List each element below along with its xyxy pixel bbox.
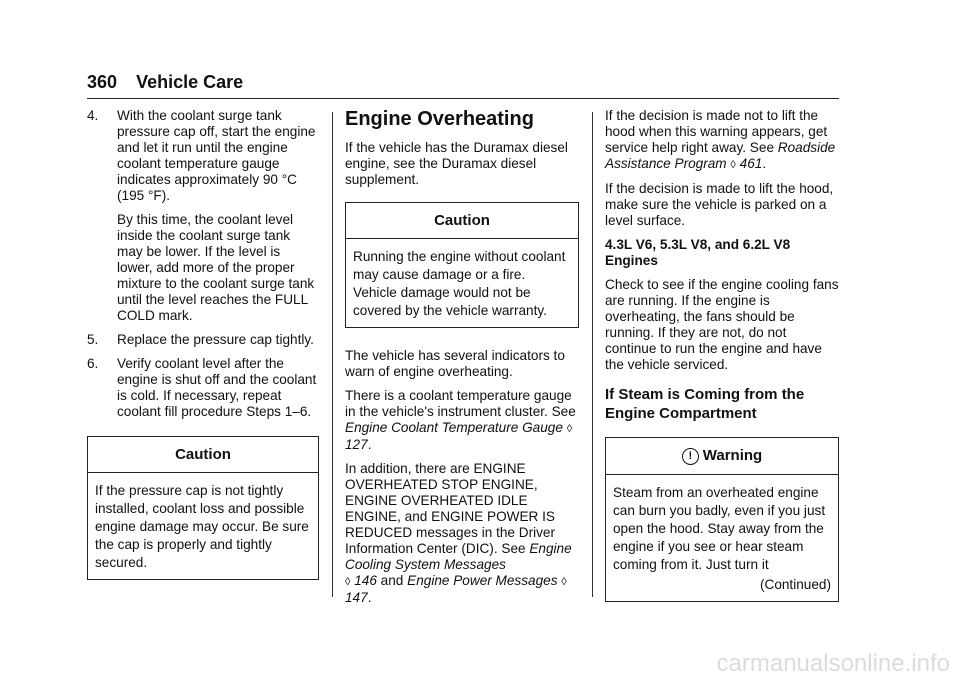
column-divider-2 [592,112,593,597]
caution-box [345,202,579,328]
step-number: 5. [87,332,99,347]
page-reference[interactable]: 127 [345,437,368,452]
section-heading: Engine Overheating [345,108,534,130]
paragraph: The vehicle has several indicators to warn of engine overheating. [345,348,565,379]
step-number: 4. [87,108,99,123]
warning-body [606,475,838,601]
warning-box [605,437,839,602]
paragraph-text: In addition, there are ENGINE OVERHEATED STOP ENGINE, ENGINE OVERHEATED IDLE ENGINE, and ENGINE POWER IS REDUCED messages in the Driver Information Center (DIC). See [345,461,556,556]
header-rule [87,98,839,99]
reference-icon: ◊ [561,576,567,588]
column-2 [345,108,579,614]
intro-paragraph: If the vehicle has the Duramax diesel engine, see the Duramax diesel supplement. [345,140,568,187]
warning-text: Steam from an overheated engine can burn you badly, even if you just open the hood. Stay away from the engine if you see or hear steam coming from it. Just turn it [613,485,826,572]
page-reference[interactable]: 461 [739,156,763,171]
step-6 [87,356,319,420]
step-4 [87,108,319,324]
subheading: If Steam is Coming from the Engine Compartment [605,386,805,422]
step-number: 6. [87,356,99,371]
page-reference[interactable]: 147 [345,590,368,605]
engines-heading: 4.3L V6, 5.3L V8, and 6.2L V8 Engines [605,237,791,268]
step-text: With the coolant surge tank pressure cap off, start the engine and let it run until the engine coolant temperature gauge indicates approximately 90 °C (195 °F). [117,108,316,203]
reference-icon: ◊ [345,576,351,588]
page-header [87,72,243,93]
cross-reference-link[interactable]: Roadside Assistance Program [605,140,836,171]
paragraph: Check to see if the engine cooling fans are running. If the engine is overheating, the fans should be running. If they are not, do not continue to run the engine and have the vehicle serviced. [605,277,839,372]
continued-label: (Continued) [759,577,831,592]
paragraph-text: If the decision is made not to lift the hood when this warning appears, get service help right away. See [605,108,828,155]
cross-reference-link[interactable]: Engine Coolant Temperature Gauge [345,420,563,435]
step-text: Verify coolant level after the engine is shut off and the coolant is cold. If necessary, repeat coolant fill procedure Steps 1–6. [117,356,317,419]
paragraph: There is a coolant temperature gauge in the vehicle's instrument cluster. See Engine Coolant Temperature Gauge ◊ 127. [345,388,576,452]
watermark-text: carmanualsonline.info [716,650,950,677]
section-title: Vehicle Care [136,72,244,92]
caution-body: If the pressure cap is not tightly installed, coolant loss and possible engine damage may occur. Be sure the cap is properly and tightly secured. [95,483,309,570]
paragraph: If the decision is made not to lift the hood when this warning appears, get service help right away. See Roadside Assistance Program ◊ 461. [605,108,836,171]
paragraph-text: There is a coolant temperature gauge in the vehicle's instrument cluster. See [345,388,576,419]
warning-title: Warning [702,447,763,464]
page-reference[interactable]: 146 [354,573,377,588]
caution-body: Running the engine without coolant may cause damage or a fire. Vehicle damage would not be covered by the vehicle warranty. [353,249,566,318]
conjunction: and [376,573,408,588]
paragraph: In addition, there are ENGINE OVERHEATED STOP ENGINE, ENGINE OVERHEATED IDLE ENGINE, and ENGINE POWER IS REDUCED messages in the Driver Information Center (DIC). See Engine Cooling System Messages ◊ 146 and Engine Power Messages ◊ 147. [345,461,572,605]
caution-box [87,436,319,580]
cross-reference-link[interactable]: Engine Power Messages [407,573,558,588]
paragraph: If the decision is made to lift the hood, make sure the vehicle is parked on a level surface. [605,181,834,228]
step-text: Replace the pressure cap tightly. [117,332,314,347]
caution-title: Caution [88,437,318,473]
page-number: 360 [87,72,118,92]
footer-watermark [0,650,960,678]
warning-icon: ! [682,448,699,465]
column-divider-1 [332,112,333,597]
warning-title-row [606,438,838,475]
column-3 [605,108,839,616]
step-subtext: By this time, the coolant level inside the coolant surge tank may be lower. If the level is lower, add more of the proper mixture to the coolant surge tank until the level reaches the FULL COLD mark. [117,212,315,323]
cross-reference-link[interactable]: Engine Cooling System Messages [345,541,572,572]
reference-icon: ◊ [730,159,736,171]
reference-icon: ◊ [566,423,573,435]
caution-title: Caution [346,203,578,239]
column-1 [87,108,319,594]
step-5 [87,332,319,348]
